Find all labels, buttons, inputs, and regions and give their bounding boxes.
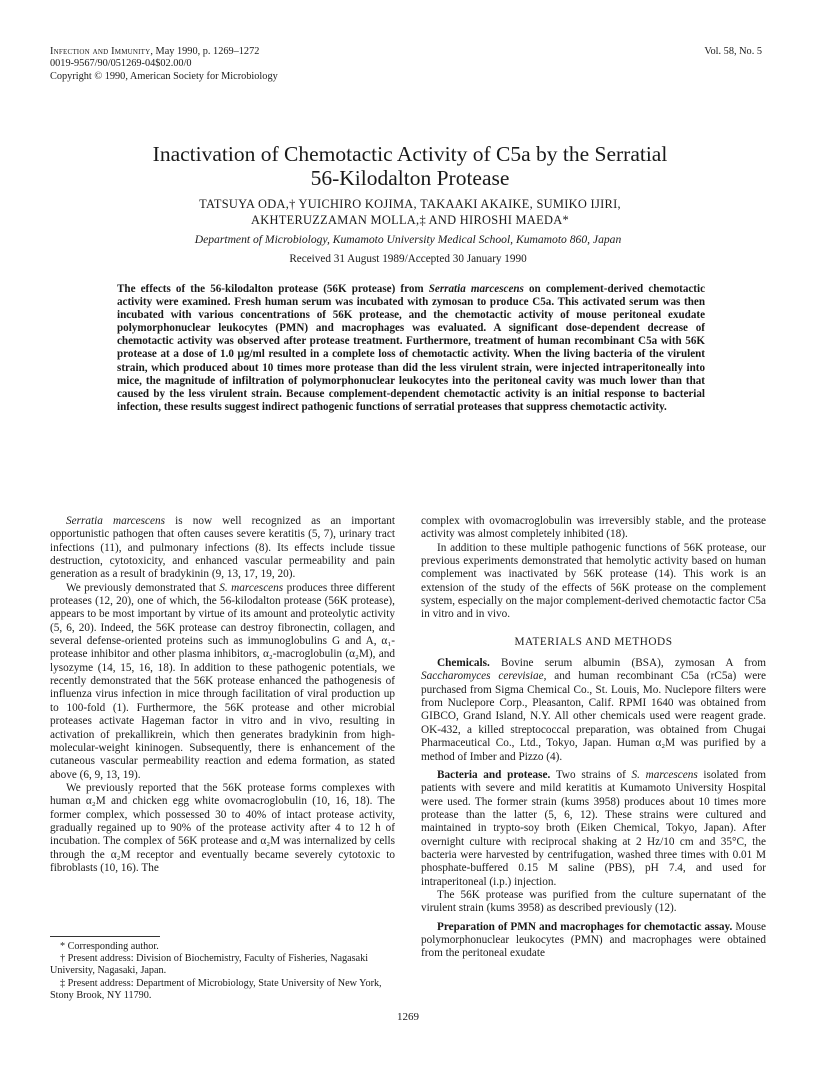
- abstract-part-a: The effects of the 56-kilodalton protease (56K protease) from: [117, 283, 429, 295]
- abstract-species: Serratia marcescens: [428, 283, 524, 295]
- intro-p2-b: produces three different proteases (12, 20), one of which, the 56-kilodalton protease (56K protease), appears to be most important by virtue of its amount and proteolytic activity (5, 6, 20). Indeed, the 56K protease can destroy fibronectin, collagen, and several defense-oriented proteins such as immunoglobulins G and A, α₁-protease inhibitor and other plasma inhibitors, α₂-macroglobulin (α₂M), and lysozyme (14, 15, 16, 18). In addition to these pathogenic potentials, we recently demonstrated that the 56K protease enhanced the pathogenesis of influenza virus infection in mice through facilitation of viral production up to 100-fold (1). Furthermore, the 56K protease and other microbial proteases activate Hageman factor in vitro and in vivo, resulting in activation of prekallikrein, which then generates bradykinin from high-molecular-weight kininogen. Subsequently, there is enhancement of the cutaneous vascular permeability reaction and edema formation, as stated above (6, 9, 13, 19).: [50, 581, 395, 781]
- footnote-corresponding: * Corresponding author.: [60, 941, 159, 952]
- footnotes: [50, 936, 395, 1002]
- intro-paragraph-4: In addition to these multiple pathogenic functions of 56K protease, our previous experiments demonstrated that hemolytic activity based on human complement was inactivated by 56K protease (14). This work is an extension of the study of the effects of 56K protease on the complement system, especially on the major complement-derived chemotactic factor C5a in vitro and in vivo.: [421, 541, 766, 621]
- species-name: Serratia marcescens: [66, 515, 166, 527]
- citation-line: [50, 46, 278, 58]
- bacteria-text-b: isolated from patients with severe and mild keratitis at Kumamoto University Hospital were used. The former strain (kums 3958) produces about 10 times more protease than the latter (5, 6, 12). These strains were cultured and maintained in trypto-soy broth (Eiken Chemical, Tokyo, Japan). After overnight culture with reciprocal shaking at 2 Hz/10 cm and 35°C, the bacteria were harvested by centrifugation, washed three times with 0.01 M phosphate-buffered 0.15 M saline (PBS), pH 7.4, and used for intraperitoneal (i.p.) injection.: [421, 768, 766, 888]
- preparation-paragraph: [421, 921, 766, 961]
- footnote-present-address-1: † Present address: Division of Biochemistry, Faculty of Fisheries, Nagasaki University, Nagasaki, Japan.: [50, 953, 369, 977]
- right-column: [421, 515, 766, 961]
- left-column: [50, 515, 395, 875]
- intro-p1-text: is now well recognized as an important opportunistic pathogen that often causes severe keratitis (5, 7), urinary tract infections (11), and pulmonary infections (8). Its effects include tissue destruction, cytotoxicity, and enhanced vascular permeability and pain generation as a result of bradykinin (9, 13, 17, 19, 20).: [50, 515, 395, 581]
- article-title: [60, 142, 760, 190]
- title-line-2: 56-Kilodalton Protease: [310, 166, 510, 190]
- intro-paragraph-1: [50, 515, 395, 582]
- affiliation: Department of Microbiology, Kumamoto University Medical School, Kumamoto 860, Japan: [194, 233, 622, 246]
- title-line-1: Inactivation of Chemotactic Activity of C5a by the Serratial: [152, 142, 668, 166]
- intro-continued: complex with ovomacroglobulin was irreversibly stable, and the protease activity was almost completely inhibited (18).: [421, 515, 766, 541]
- doi-line: 0019-9567/90/051269-04$02.00/0: [50, 58, 192, 70]
- chemicals-text-a: Bovine serum albumin (BSA), zymosan A from: [489, 657, 766, 670]
- bacteria-text-a: Two strains of: [550, 768, 632, 781]
- preparation-text: Mouse polymorphonuclear leukocytes (PMN) and macrophages were obtained from the peritoneal exudate: [421, 920, 766, 960]
- footnote-present-address-2: ‡ Present address: Department of Microbiology, State University of New York, Stony Brook, NY 11790.: [50, 977, 382, 1001]
- received-dates: Received 31 August 1989/Accepted 30 January 1990: [289, 253, 527, 265]
- abstract: [117, 283, 705, 414]
- abstract-part-b: on complement-derived chemotactic activity were examined. Fresh human serum was incubated with zymosan to produce C5a. This activated serum was then incubated with various concentrations of 56K protease, and the chemotactic activity of mouse peritoneal exudate polymorphonuclear leukocytes (PMN) and macrophages was evaluated. A significant dose-dependent decrease of chemotactic activity was observed after protease treatment. Furthermore, treatment of human recombinant C5a with 56K protease at a dose of 1.0 μg/ml resulted in a complete loss of chemotactic activity. When the living bacteria of the virulent strain, which produced about 10 times more protease than did the less virulent strain, were injected intraperitoneally into mice, the magnitude of infiltration of polymorphonuclear leukocytes into the peritoneal cavity was much lower than that caused by the less virulent strain. Because complement-dependent chemotactic activity is an initial response to bacterial infection, these results suggest indirect pathogenic functions of serratial proteases that suppress chemotactic activity.: [117, 283, 705, 413]
- page-number: 1269: [397, 1011, 419, 1023]
- citation-details: , May 1990, p. 1269–1272: [150, 46, 260, 57]
- volume-issue: Vol. 58, No. 5: [704, 46, 762, 57]
- journal-name: Infection and Immunity: [50, 46, 151, 57]
- intro-paragraph-3: We previously reported that the 56K protease forms complexes with human α₂M and chicken egg white ovomacroglobulin (10, 16, 18). The former complex, which possessed 30 to 40% of intact protease activity, gradually regained up to 90% of the protease activity after 4 to 12 h of incubation. The complex of 56K protease and α₂M was internalized by cells through the α₂M receptor and eventually became severely cytotoxic to fibroblasts (10, 16). The: [50, 781, 395, 874]
- chemicals-text-b: , and human recombinant C5a (rC5a) were purchased from Sigma Chemical Co., St. Louis, Mo. Nuclepore filters were from Nuclepore Corp., Pleasanton, Calif. RPMI 1640 was obtained from GIBCO, Grand Island, N.Y. All other chemicals used were reagent grade. OK-432, a killed streptococcal preparation, was obtained from Chugai Pharmaceutical Co., Ltd., Tokyo, Japan. Human α₂M was purified by a method of Imber and Pizzo (4).: [421, 670, 766, 763]
- section-heading: MATERIALS AND METHODS: [514, 635, 673, 648]
- species-name: Saccharomyces cerevisiae: [421, 670, 544, 683]
- species-name: S. marcescens: [631, 768, 698, 781]
- author-list: [120, 197, 700, 228]
- bacteria-paragraph: [421, 769, 766, 889]
- intro-p2-a: We previously demonstrated that: [66, 581, 220, 594]
- journal-header: [50, 46, 278, 83]
- chemicals-paragraph: [421, 657, 766, 764]
- footnote-divider: [50, 936, 160, 937]
- species-name: S. marcescens: [219, 581, 284, 594]
- bacteria-heading: Bacteria and protease.: [437, 768, 551, 781]
- preparation-heading: Preparation of PMN and macrophages for chemotactic assay.: [437, 920, 733, 933]
- purification-paragraph: The 56K protease was purified from the culture supernatant of the virulent strain (kums 3958) as described previously (12).: [421, 888, 766, 915]
- copyright-line: Copyright © 1990, American Society for Microbiology: [50, 70, 278, 82]
- intro-paragraph-2: [50, 582, 395, 782]
- authors-line-2: AKHTERUZZAMAN MOLLA,‡ AND HIROSHI MAEDA*: [251, 212, 569, 227]
- chemicals-heading: Chemicals.: [437, 657, 490, 670]
- authors-line-1: TATSUYA ODA,† YUICHIRO KOJIMA, TAKAAKI AKAIKE, SUMIKO IJIRI,: [199, 197, 621, 211]
